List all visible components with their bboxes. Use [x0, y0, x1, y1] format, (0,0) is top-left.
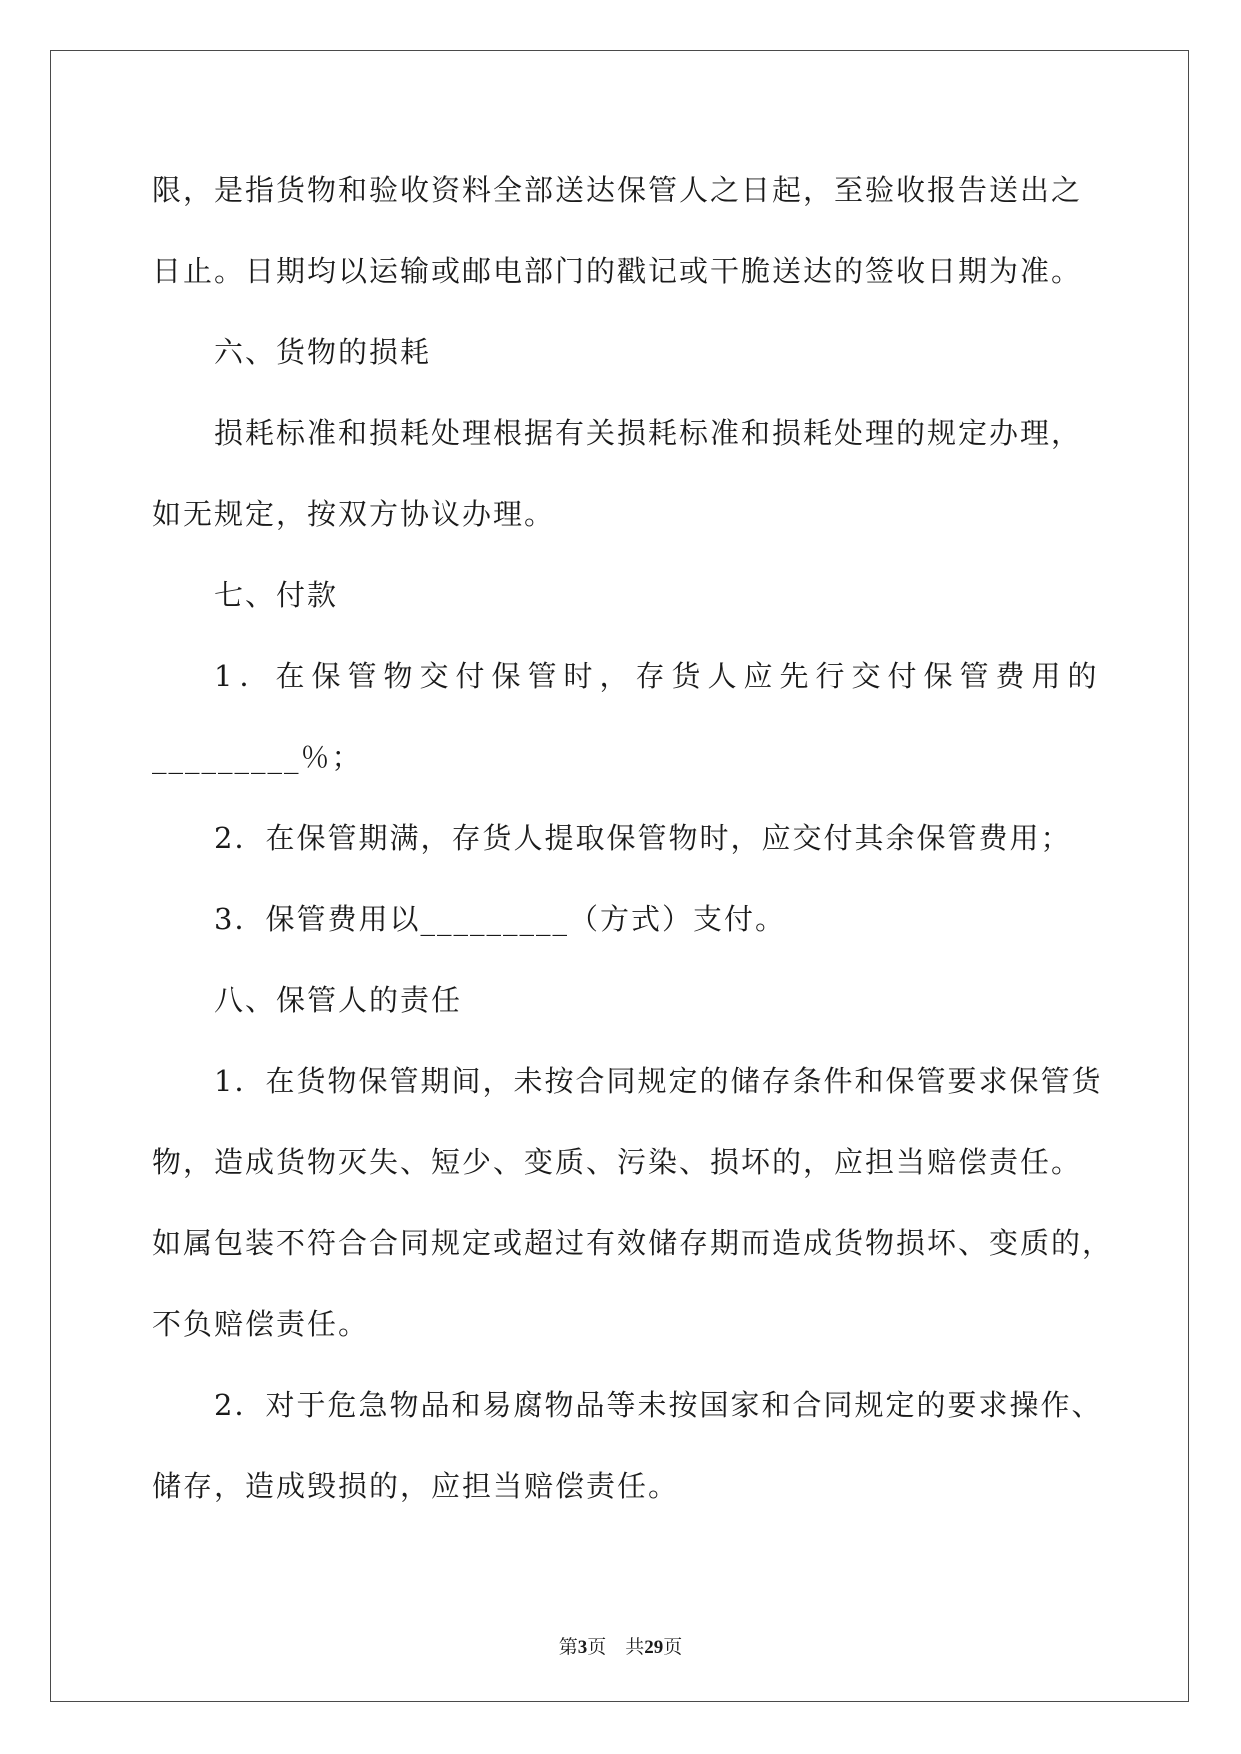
paragraph-line: 如无规定，按双方协议办理。	[152, 497, 556, 531]
footer-total-suffix: 页	[663, 1637, 683, 1658]
current-page-number: 3	[577, 1637, 588, 1658]
page-footer	[0, 1632, 1241, 1659]
blank-fill-line: _________％；	[152, 740, 363, 774]
list-item: 2．在保管期满，存货人提取保管物时，应交付其余保管费用；	[214, 821, 1072, 855]
section-heading: 六、货物的损耗	[214, 335, 432, 369]
footer-prefix: 第	[558, 1637, 578, 1658]
section-heading: 八、保管人的责任	[214, 983, 463, 1017]
list-item: 3．保管费用以_________（方式）支付。	[214, 902, 786, 936]
footer-total-prefix: 共	[625, 1637, 645, 1658]
list-item: 1．在保管物交付保管时，存货人应先行交付保管费用的	[214, 659, 1104, 693]
paragraph-line: 损耗标准和损耗处理根据有关损耗标准和损耗处理的规定办理，	[214, 416, 1083, 450]
list-item: 2．对于危急物品和易腐物品等未按国家和合同规定的要求操作、	[214, 1388, 1103, 1422]
paragraph-line: 如属包装不符合合同规定或超过有效储存期而造成货物损坏、变质的，	[152, 1226, 1114, 1260]
paragraph-line: 日止。日期均以运输或邮电部门的戳记或干脆送达的签收日期为准。	[152, 254, 1083, 288]
paragraph-line: 储存，造成毁损的，应担当赔偿责任。	[152, 1469, 680, 1503]
paragraph-line: 物，造成货物灭失、短少、变质、污染、损坏的，应担当赔偿责任。	[152, 1145, 1083, 1179]
page-border	[50, 50, 1189, 1702]
footer-page-word: 页	[587, 1637, 607, 1658]
list-item: 1．在货物保管期间，未按合同规定的储存条件和保管要求保管货	[214, 1064, 1103, 1098]
total-pages-number: 29	[644, 1637, 664, 1658]
paragraph-line: 限，是指货物和验收资料全部送达保管人之日起，至验收报告送出之	[152, 173, 1083, 207]
section-heading: 七、付款	[214, 578, 339, 612]
paragraph-line: 不负赔偿责任。	[152, 1307, 370, 1341]
